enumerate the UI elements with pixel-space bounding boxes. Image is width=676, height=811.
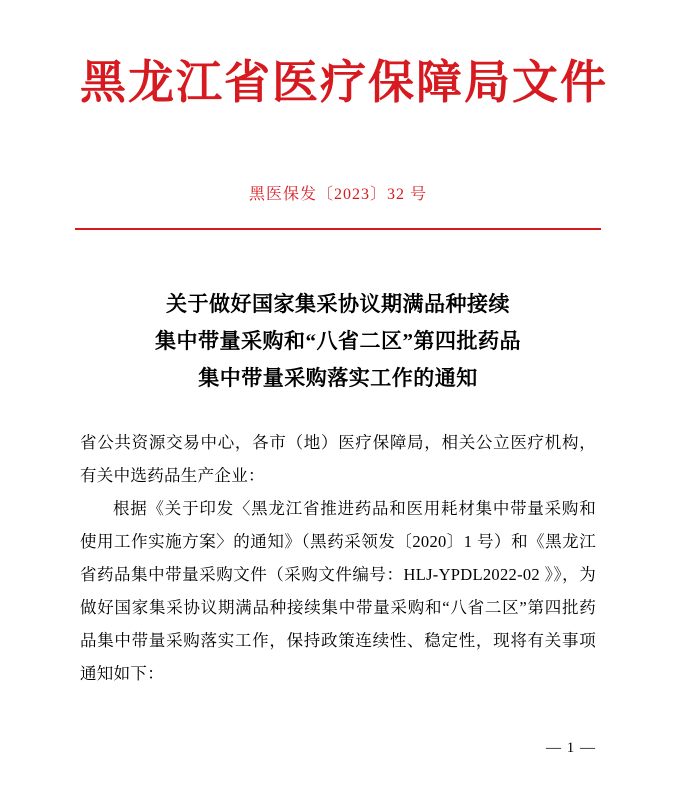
title-line-3: 集中带量采购落实工作的通知 bbox=[198, 365, 478, 390]
document-number: 黑医保发〔2023〕32 号 bbox=[248, 185, 427, 203]
body-paragraph-basis: 根据《关于印发〈黑龙江省推进药品和医用耗材集中带量采购和使用工作实施方案〉的通知》（黑药采领发〔2020〕1 号）和《黑龙江省药品集中带量采购文件（采购文件编号：HLJ-YPDL2022-02 》》，为做好国家集采协议期满品种接续集中带量采购和“八省二区”第四批药品集中带量采购落实工作，保持政策连续性、稳定性，现将有关事项通知如下： bbox=[80, 499, 596, 684]
red-divider-rule bbox=[75, 228, 601, 231]
document-masthead: 黑龙江省医疗保障局文件 bbox=[80, 57, 608, 108]
document-body bbox=[80, 426, 596, 690]
document-title bbox=[80, 286, 596, 396]
page-number: — 1 — bbox=[546, 740, 596, 756]
title-line-2: 集中带量采购和“八省二区”第四批药品 bbox=[155, 328, 521, 353]
body-paragraph-recipients: 省公共资源交易中心，各市（地）医疗保障局，相关公立医疗机构，有关中选药品生产企业： bbox=[80, 433, 596, 486]
title-line-1: 关于做好国家集采协议期满品种接续 bbox=[166, 292, 510, 317]
